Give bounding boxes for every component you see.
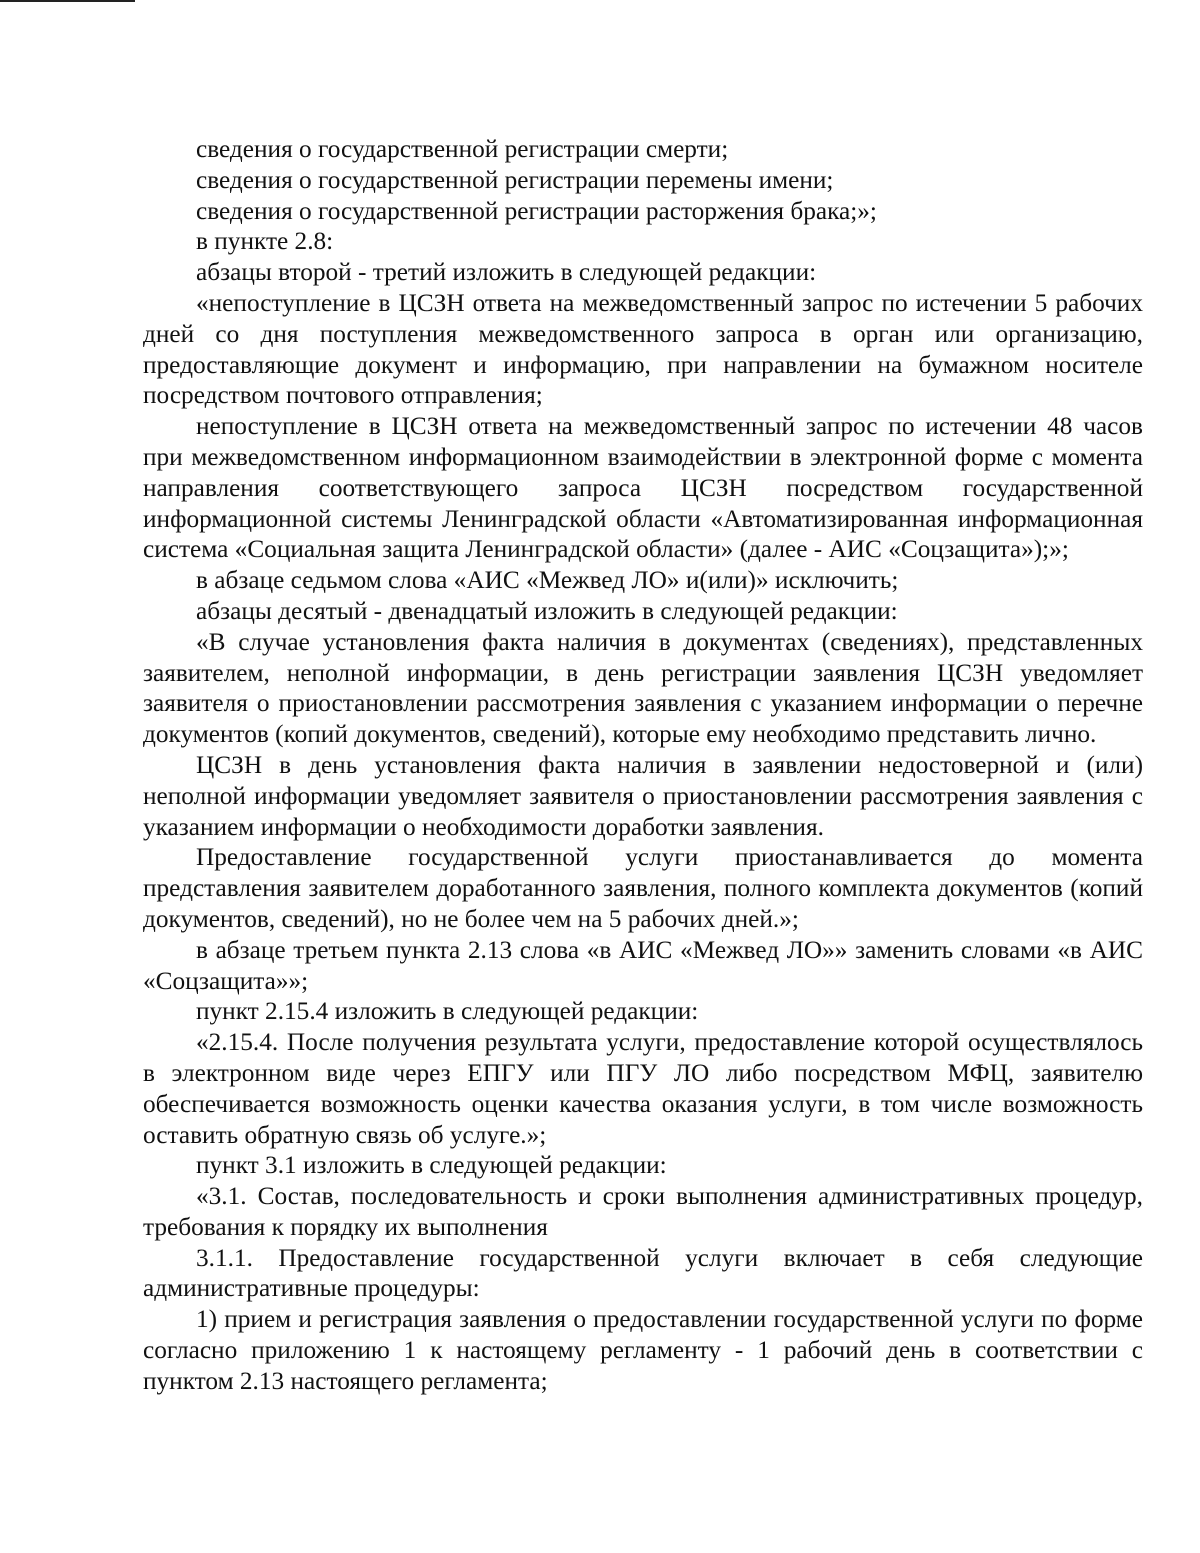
paragraph-3: сведения о государственной регистрации расторжения брака;»; bbox=[196, 196, 877, 225]
paragraph-18: 3.1.1. Предоставление государственной услуги включает в себя следующие административные процедуры: bbox=[143, 1243, 1143, 1303]
scan-edge-mark bbox=[0, 0, 135, 2]
paragraph-9: абзацы десятый - двенадцатый изложить в следующей редакции: bbox=[196, 596, 898, 625]
paragraph-13: в абзаце третьем пункта 2.13 слова «в АИС «Межвед ЛО»» заменить словами «в АИС «Соцзащита»»; bbox=[143, 935, 1143, 995]
paragraph-7: непоступление в ЦСЗН ответа на межведомственный запрос по истечении 48 часов при межведомственном информационном взаимодействии в электронной форме с момента направления соответствующего запроса ЦСЗН посредством государственной информационной системы Ленинградской области «Автоматизированная информационная система «Социальная защита Ленинградской области» (далее - АИС «Соцзащита»);»; bbox=[143, 412, 1143, 564]
paragraph-12: Предоставление государственной услуги приостанавливается до момента представления заявителем доработанного заявления, полного комплекта документов (копий документов, сведений), но не более чем на 5 рабочих дней.»; bbox=[143, 843, 1143, 933]
paragraph-2: сведения о государственной регистрации перемены имени; bbox=[196, 165, 834, 194]
paragraph-5: абзацы второй - третий изложить в следующей редакции: bbox=[196, 258, 817, 287]
document-body bbox=[143, 134, 1143, 1397]
paragraph-11: ЦСЗН в день установления факта наличия в заявлении недостоверной и (или) неполной информации уведомляет заявителя о приостановлении рассмотрения заявления с указанием информации о необходимости доработки заявления. bbox=[143, 750, 1143, 841]
paragraph-4: в пункте 2.8: bbox=[196, 227, 334, 256]
paragraph-10: «В случае установления факта наличия в документах (сведениях), представленных заявителем, неполной информации, в день регистрации заявления ЦСЗН уведомляет заявителя о приостановлении рассмотрения заявления с указанием информации о перечне документов (копий документов, сведений), которые ему необходимо представить лично. bbox=[143, 627, 1143, 749]
paragraph-15: «2.15.4. После получения результата услуги, предоставление которой осуществлялось в электронном виде через ЕПГУ или ПГУ ЛО либо посредством МФЦ, заявителю обеспечивается возможность оценки качества оказания услуги, в том числе возможность оставить обратную связь об услуге.»; bbox=[143, 1028, 1143, 1149]
paragraph-19: 1) прием и регистрация заявления о предоставлении государственной услуги по форме согласно приложению 1 к настоящему регламенту - 1 рабочий день в соответствии с пунктом 2.13 настоящего регламента; bbox=[143, 1305, 1143, 1395]
paragraph-6: «непоступление в ЦСЗН ответа на межведомственный запрос по истечении 5 рабочих дней со дня поступления межведомственного запроса в орган или организацию, предоставляющие документ и информацию, при направлении на бумажном носителе посредством почтового отправления; bbox=[143, 288, 1143, 410]
paragraph-14: пункт 2.15.4 изложить в следующей редакции: bbox=[196, 997, 699, 1026]
paragraph-16: пункт 3.1 изложить в следующей редакции: bbox=[196, 1151, 667, 1180]
paragraph-1: сведения о государственной регистрации смерти; bbox=[196, 135, 729, 163]
paragraph-8: в абзаце седьмом слова «АИС «Межвед ЛО» и(или)» исключить; bbox=[196, 566, 899, 595]
paragraph-17: «3.1. Состав, последовательность и сроки выполнения административных процедур, требования к порядку их выполнения bbox=[143, 1182, 1143, 1241]
